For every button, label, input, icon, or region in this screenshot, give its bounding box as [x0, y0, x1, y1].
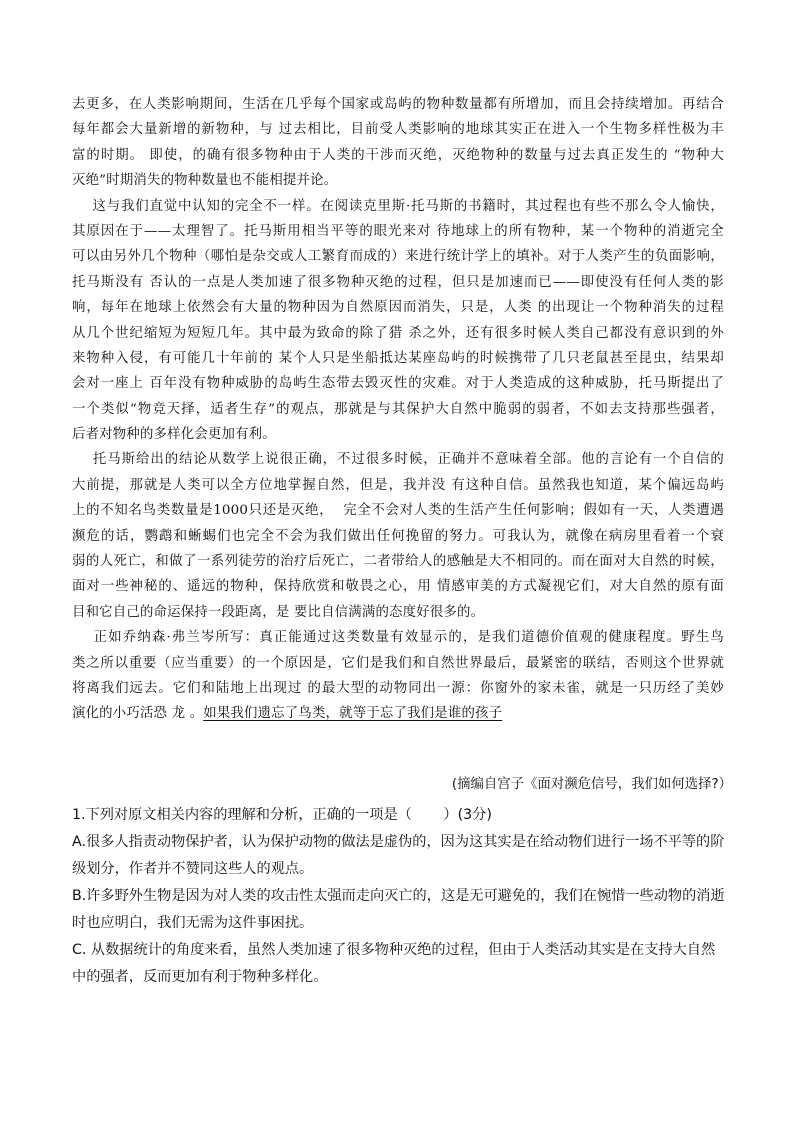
passage-line: 濒危的话，鹦鹉和蜥蜴们也完全不会为我们做出任何挽留的努力。可我认为，就像在病房里看着一个衰 [72, 528, 724, 544]
passage-line: 其原因在于——太理智了。托马斯用相当平等的眼光来对 待地球上的所有物种，某一个物种的消逝完全 [72, 223, 724, 239]
passage-line: 这与我们直觉中认知的完全不一样。在阅读克里斯·托马斯的书籍时，其过程也有些不那么令人愉快， [72, 198, 724, 214]
passage-line: 托马斯给出的结论从数学上说很正确，不过很多时候，正确并不意味着全部。他的言论有一个自信的 [72, 452, 724, 468]
passage-last-line [72, 701, 724, 726]
underlined-sentence: 如果我们遗忘了鸟类，就等于忘了我们是谁的孩子 [203, 706, 503, 722]
passage-line: 大前提，那就是人类可以全方位地掌握自然，但是，我并没 有这种自信。虽然我也知道，某个偏远岛屿 [72, 477, 724, 493]
passage-line: 目和它自己的命运保持一段距离，是 要比自信满满的态度好很多的。 [72, 604, 485, 620]
passage-line: 会对一座上 百年没有物种威胁的岛屿生态带去毁灭性的灾难。对于人类造成的这种威胁，托马斯提出了 [72, 376, 724, 392]
passage-line: 一个类似“物竞天择，适者生存”的观点，那就是与其保护大自然中脆弱的弱者，不如去支持那些强者， [72, 401, 724, 417]
option-c-line: C. 从数据统计的角度来看，虽然人类加速了很多物种灭绝的过程，但由于人类活动其实是在支持大自然 [72, 942, 716, 958]
passage-line: 响，每年在地球上依然会有大量的物种因为自然原因而消失，只是，人类 的出现让一个物种消失的过程 [72, 300, 724, 316]
passage-line: 可以由另外几个物种（哪怕是杂交或人工繁育而成的）来进行统计学上的填补。对于人类产生的负面影响， [72, 249, 724, 265]
option-b-line: B.许多野外生物是因为对人类的攻击性太强而走向灭亡的，这是无可避免的，我们在惋惜一些动物的消逝 [72, 888, 725, 904]
passage-line: 弱的人死亡，和做了一系列徒劳的治疗后死亡，二者带给人的感触是大不相同的。而在面对大自然的时候， [72, 554, 724, 570]
passage-line: 后者对物种的多样化会更加有利。 [72, 427, 276, 443]
passage-line: 上的不知名鸟类数量是1000只还是灭绝， 完全不会对人类的生活产生任何影响；假如有一天，人类遭遇 [72, 503, 724, 519]
source-citation: (摘编自宫子《面对濒危信号，我们如何选择?） [451, 777, 732, 792]
passage-line: 从几个世纪缩短为短短几年。其中最为致命的除了猎 杀之外，还有很多时候人类自己都没有意识到的外 [72, 325, 724, 341]
question-stem: 1.下列对原文相关内容的理解和分析，正确的一项是（ ）(3分) [72, 807, 492, 823]
option-c-line: 中的强者，反而更加有利于物种多样化。 [72, 969, 328, 985]
passage-line: 来物种入侵，有可能几十年前的 某个人只是坐船抵达某座岛屿的时候携带了几只老鼠甚至昆虫，结果却 [72, 350, 724, 366]
passage-line: 灭绝”时期消失的物种数量也不能相提并论。 [72, 173, 338, 189]
option-a-line: A.很多人指责动物保护者，认为保护动物的做法是虚伪的，因为这其实是在给动物们进行一场不平等的阶 [72, 834, 725, 850]
passage-line: 每年都会大量新增的新物种，与 过去相比，目前受人类影响的地球其实正在进入一个生物多样性极为丰 [72, 122, 724, 138]
passage-line: 面对一些神秘的、遥远的物种，保持欣赏和敬畏之心，用 情感审美的方式凝视它们，对大自然的原有面 [72, 579, 724, 595]
passage-line: 托马斯没有 否认的一点是人类加速了很多物种灭绝的过程，但只是加速而已——即使没有任何人类的影 [72, 274, 724, 290]
question-section [72, 802, 724, 991]
passage-line: 类之所以重要（应当重要）的一个原因是，它们是我们和自然世界最后，最紧密的联结，否则这个世界就 [72, 655, 724, 671]
option-a-line: 级划分，作者并不赞同这些人的观点。 [72, 861, 314, 877]
passage-line: 去更多，在人类影响期间，生活在几乎每个国家或岛屿的物种数量都有所增加，而且会持续增加。再结合 [72, 97, 724, 112]
passage-last-line-prefix: 演化的小巧活恐 龙 。 [72, 706, 204, 722]
passage-line: 正如乔纳森·弗兰岑所写：真正能通过这类数量有效显示的，是我们道德价值观的健康程度。野生鸟 [72, 630, 724, 646]
option-b-line: 时也应明白，我们无需为这件事困扰。 [72, 915, 314, 931]
passage-line: 富的时期。 即使，的确有很多物种由于人类的干涉而灭绝，灭绝物种的数量与过去真正发生的 “物种大 [72, 147, 724, 163]
reading-passage [72, 92, 724, 727]
passage-line: 将离我们远去。它们和陆地上出现过 的最大型的动物同出一源：你窗外的家未雀，就是一只历经了美妙 [72, 680, 724, 696]
